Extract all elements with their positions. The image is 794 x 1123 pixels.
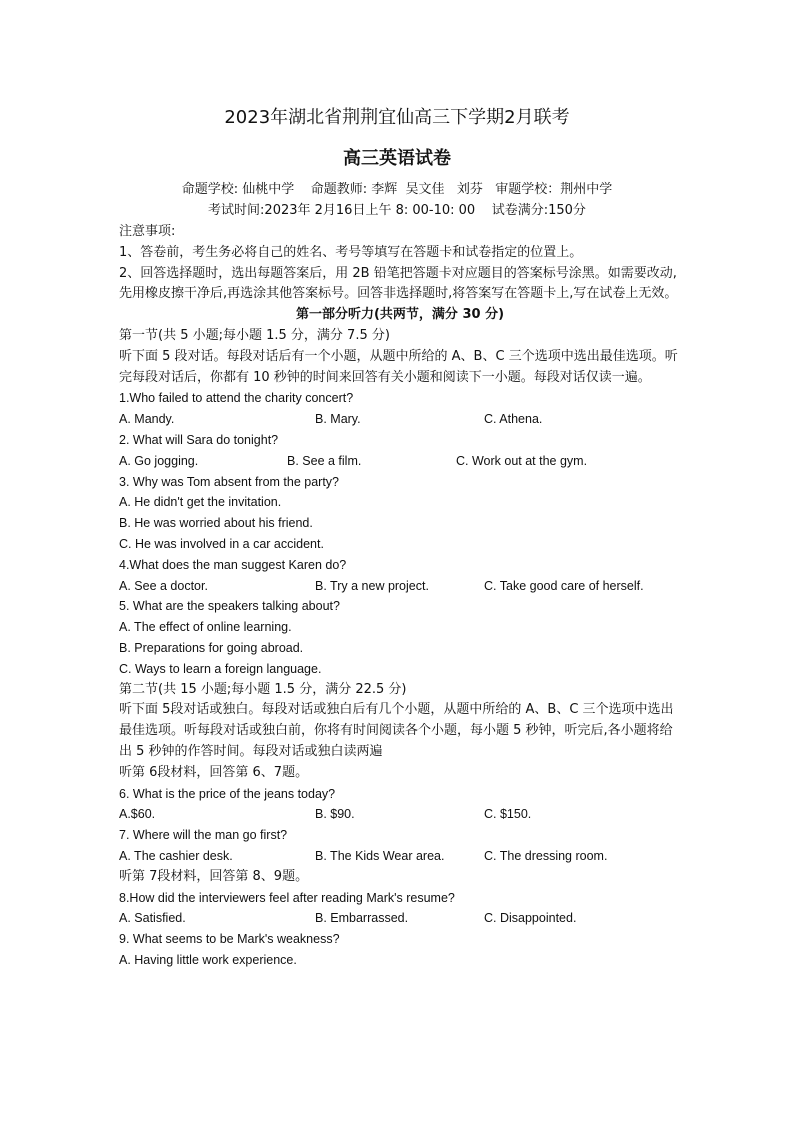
exam-time-line: 考试时间:2023年 2月16日上午 8: 00-10: 00 试卷满分:150分 xyxy=(208,203,586,218)
option-a: A. Mandy. xyxy=(119,412,175,427)
question-stem: 7. Where will the man go first? xyxy=(119,828,288,843)
part1-heading: 第一部分听力(共两节，满分 30 分) xyxy=(295,307,505,323)
option-b: B. See a film. xyxy=(287,453,362,468)
option-b: B. He was worried about his friend. xyxy=(119,516,313,531)
question-stem: 2. What will Sara do tonight? xyxy=(119,432,279,447)
option-b: B. $90. xyxy=(315,807,355,822)
option-c: C. Ways to learn a foreign language. xyxy=(119,661,322,676)
question-options xyxy=(119,409,681,430)
exam-body xyxy=(119,222,681,971)
question-stem: 3. Why was Tom absent from the party? xyxy=(119,474,340,489)
option-a: A. Having little work experience. xyxy=(119,952,297,967)
section1-instructions: 听下面 5 段对话。每段对话后有一个小题，从题中所给的 A、B、C 三个选项中选出最佳选项。听完每段对话后，你都有 10 秒钟的时间来回答有关小题和阅读下一小题。每段对话仅读一遍。 xyxy=(119,348,678,385)
question-options xyxy=(119,908,681,929)
exam-subtitle: 高三英语试卷 xyxy=(343,148,451,169)
notes-heading: 注意事项: xyxy=(119,224,176,239)
question-stem: 4.What does the man suggest Karen do? xyxy=(119,557,347,572)
option-a: A.$60. xyxy=(119,807,156,822)
option-c: C. Disappointed. xyxy=(484,911,577,926)
question-stem: 5. What are the speakers talking about? xyxy=(119,599,340,614)
material-6-label: 听第 6段材料，回答第 6、7题。 xyxy=(119,764,309,780)
option-a: A. Satisfied. xyxy=(119,911,186,926)
question-options xyxy=(119,576,681,597)
option-a: A. See a doctor. xyxy=(119,578,208,593)
option-c: C. Athena. xyxy=(484,412,543,427)
option-a: A. Go jogging. xyxy=(119,453,199,468)
option-a: A. The effect of online learning. xyxy=(119,620,292,635)
option-b: B. Mary. xyxy=(315,412,361,427)
option-c: C. The dressing room. xyxy=(484,848,608,863)
proposers-line: 命题学校: 仙桃中学 命题教师: 李辉 吴文佳 刘芬 审题学校：荆州中学 xyxy=(181,182,613,197)
option-a: A. He didn't get the invitation. xyxy=(119,495,282,510)
option-c: C. He was involved in a car accident. xyxy=(119,536,324,551)
section2-instructions: 听下面 5段对话或独白。每段对话或独白后有几个小题，从题中所给的 A、B、C 三个选项中选出最佳选项。听每段对话或独白前，你将有时间阅读各个小题，每小题 5 秒钟，听完后,各小题将给出 5 秒钟的作答时间。每段对话或独白读两遍 xyxy=(119,702,674,759)
option-b: B. The Kids Wear area. xyxy=(315,848,445,863)
question-options xyxy=(119,846,681,867)
option-b: B. Embarrassed. xyxy=(315,911,409,926)
question-stem: 9. What seems to be Mark's weakness? xyxy=(119,932,340,947)
option-b: B. Preparations for going abroad. xyxy=(119,640,304,655)
note-item: 2、回答选择题时，选出每题答案后，用 2B 铅笔把答题卡对应题目的答案标号涂黑。如需要改动,先用橡皮擦干净后,再选涂其他答案标号。回答非选择题时,将答案写在答题卡上,写在试卷上无效。 xyxy=(119,265,678,302)
question-stem: 8.How did the interviewers feel after reading Mark's resume? xyxy=(119,890,455,905)
question-options xyxy=(119,451,681,472)
section2-heading: 第二节(共 15 小题;每小题 1.5 分，满分 22.5 分) xyxy=(119,681,407,697)
option-c: C. Take good care of herself. xyxy=(484,578,644,593)
material-7-label: 听第 7段材料，回答第 8、9题。 xyxy=(119,868,309,884)
question-options xyxy=(119,804,681,825)
exam-title: 2023年湖北省荆荆宜仙高三下学期2月联考 xyxy=(224,107,570,128)
option-b: B. Try a new project. xyxy=(315,578,429,593)
option-a: A. The cashier desk. xyxy=(119,848,233,863)
option-c: C. $150. xyxy=(484,807,532,822)
question-stem: 6. What is the price of the jeans today? xyxy=(119,786,336,801)
note-item: 1、答卷前，考生务必将自己的姓名、考号等填写在答题卡和试卷指定的位置上。 xyxy=(119,244,583,260)
question-stem: 1.Who failed to attend the charity concert? xyxy=(119,391,354,406)
section1-heading: 第一节(共 5 小题;每小题 1.5 分，满分 7.5 分) xyxy=(119,327,390,343)
option-c: C. Work out at the gym. xyxy=(456,453,588,468)
